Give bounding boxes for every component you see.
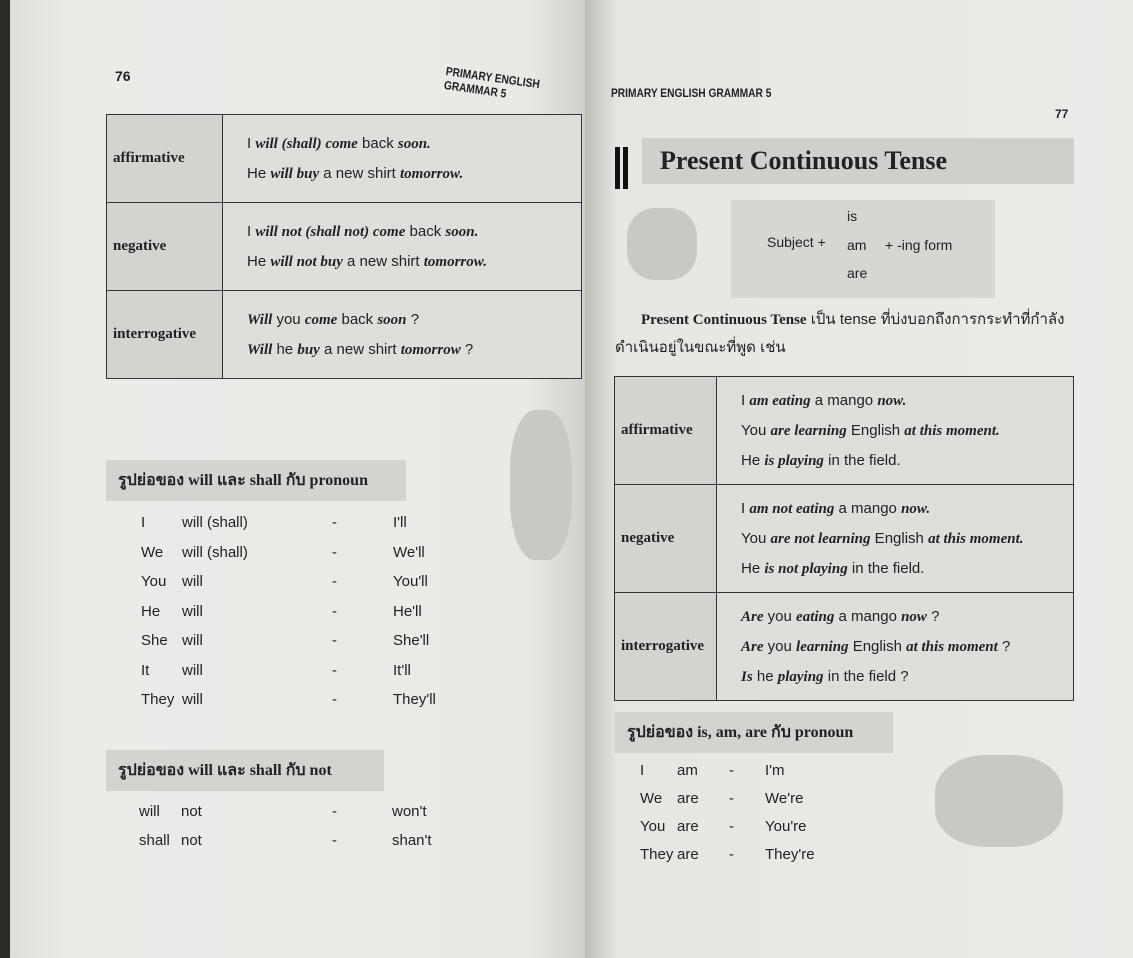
verb-phrase: will not (shall not) come <box>255 223 406 240</box>
boy-illustration <box>510 410 572 560</box>
row-label: negative <box>615 485 717 593</box>
contraction: You're <box>765 818 807 835</box>
verb: will <box>182 573 203 590</box>
verb-phrase: now <box>901 608 927 625</box>
verb-phrase: is playing <box>764 452 824 469</box>
verb-phrase: playing <box>777 668 824 685</box>
contraction: He'll <box>393 602 422 620</box>
verb-phrase: Will <box>247 341 273 358</box>
sentence-text: a new shirt <box>319 340 401 358</box>
pronoun: They <box>141 691 175 708</box>
dash: - <box>332 514 337 531</box>
verb-phrase: will (shall) come <box>255 135 358 152</box>
pronoun: You <box>141 573 167 590</box>
examples-cell <box>717 485 1074 593</box>
contraction: I'm <box>765 762 785 779</box>
sentence-text: he <box>272 340 298 358</box>
example-sentence <box>741 446 1049 476</box>
dash: - <box>332 632 337 649</box>
formula-subject: Subject + <box>767 234 826 250</box>
sentence-text: He <box>741 559 765 577</box>
will-shall-table <box>106 114 582 379</box>
contraction: shan't <box>392 832 432 849</box>
page-number: 76 <box>115 68 131 84</box>
example-sentence <box>741 632 1049 662</box>
sentence-text: He <box>247 252 271 270</box>
section-heading: รูปย่อของ is, am, are กับ pronoun <box>615 712 893 753</box>
section-heading: รูปย่อของ will และ shall กับ pronoun <box>106 460 406 501</box>
verb-phrase: soon <box>377 311 407 328</box>
verb-phrase: now. <box>877 392 907 409</box>
verb-phrase: will not buy <box>270 253 343 270</box>
sentence-text: in the field. <box>823 451 901 469</box>
examples-cell <box>223 115 582 203</box>
verb-phrase: will buy <box>270 165 320 182</box>
verb: are <box>677 790 699 807</box>
verb-phrase: eating <box>796 608 835 625</box>
sentence-text: a new shirt <box>342 252 424 270</box>
contraction: won't <box>392 803 427 820</box>
sentence-text: ? <box>406 310 420 328</box>
verb-phrase: Are <box>741 608 764 625</box>
dash: - <box>332 832 337 849</box>
example-sentence <box>247 305 557 335</box>
sentence-text: He <box>741 451 765 469</box>
example-sentence <box>741 554 1049 584</box>
dash: - <box>332 661 337 679</box>
sentence-text: I <box>247 134 256 152</box>
example-sentence <box>247 247 557 277</box>
verb-phrase: buy <box>297 341 320 358</box>
page-title: Present Continuous Tense <box>642 138 1074 184</box>
example-sentence <box>741 416 1049 446</box>
pronoun: will <box>139 803 160 820</box>
sentence-text: I <box>741 499 750 517</box>
example-sentence <box>741 386 1049 416</box>
examples-cell <box>717 377 1074 485</box>
sentence-text: a mango <box>834 499 902 517</box>
dash: - <box>332 573 337 590</box>
contraction: She'll <box>393 632 430 649</box>
page-number: 77 <box>1055 107 1069 121</box>
running-header: PRIMARY ENGLISH GRAMMAR 5 <box>443 64 541 101</box>
dash: - <box>729 818 734 835</box>
verb-phrase: Are <box>741 638 764 655</box>
row-label: affirmative <box>615 377 717 485</box>
sentence-text: a new shirt <box>319 164 400 182</box>
pronoun: We <box>141 543 164 561</box>
pronoun: You <box>640 818 666 835</box>
present-continuous-table <box>614 376 1074 701</box>
title-bar-mark <box>623 147 628 189</box>
verb: am <box>677 762 698 779</box>
verb: will (shall) <box>182 514 248 531</box>
row-label: affirmative <box>107 115 223 203</box>
verb-phrase: am not eating <box>749 500 835 517</box>
intro-text: เป็น tense ที่บ่งบอกถึงการกระทำที่กำลังดำเนินอยู่ในขณะที่พูด เช่น <box>615 311 1065 356</box>
verb: not <box>181 803 202 820</box>
contraction: We'll <box>393 543 425 561</box>
table-row <box>615 593 1074 701</box>
pronoun: It <box>141 661 150 679</box>
sentence-text: He <box>247 164 271 182</box>
dash: - <box>729 762 734 779</box>
verb-phrase: am eating <box>749 392 811 409</box>
verb-phrase: is not playing <box>764 560 848 577</box>
sentence-text: back <box>337 310 378 328</box>
pronoun: We <box>640 790 663 807</box>
sentence-text: he <box>752 667 778 685</box>
sentence-text: You <box>741 529 771 547</box>
dash: - <box>332 691 337 708</box>
verb: will <box>182 661 203 679</box>
verb-phrase: come <box>304 311 338 328</box>
formula-am: am <box>847 237 867 253</box>
title-bar-mark <box>615 147 620 189</box>
verb-phrase: tomorrow <box>400 341 461 358</box>
verb-phrase: soon. <box>397 135 431 152</box>
pronoun: She <box>141 632 168 649</box>
contraction: They're <box>765 846 815 863</box>
formula-suffix: + -ing form <box>885 237 953 253</box>
verb-phrase: now. <box>901 500 931 517</box>
example-sentence <box>247 335 557 365</box>
table-row <box>107 115 582 203</box>
verb: are <box>677 846 699 863</box>
section-heading: รูปย่อของ will และ shall กับ not <box>106 750 384 791</box>
dash: - <box>729 846 734 863</box>
examples-cell <box>223 291 582 379</box>
examples-cell <box>717 593 1074 701</box>
sentence-text: back <box>405 222 446 240</box>
pronoun: I <box>640 762 645 779</box>
verb-phrase: at this moment <box>906 638 998 655</box>
example-sentence <box>741 602 1049 632</box>
formula-is: is <box>847 208 858 224</box>
verb-phrase: tomorrow. <box>423 253 487 270</box>
examples-cell <box>223 203 582 291</box>
verb-phrase: Will <box>247 311 273 328</box>
sentence-text: a mango <box>810 391 878 409</box>
verb: will <box>182 691 203 708</box>
verb: will <box>182 632 203 649</box>
contraction: We're <box>765 790 804 807</box>
example-sentence <box>741 662 1049 692</box>
pronoun: I <box>141 514 146 531</box>
example-sentence <box>247 159 557 189</box>
table-row <box>107 203 582 291</box>
sentence-text: You <box>741 421 771 439</box>
sentence-text: I <box>741 391 750 409</box>
sentence-text: ? <box>460 340 474 358</box>
sentence-text: a mango <box>834 607 902 625</box>
row-label: interrogative <box>107 291 223 379</box>
sentence-text: you <box>272 310 305 328</box>
sentence-text: English <box>848 637 907 655</box>
intro-term: Present Continuous Tense <box>641 312 807 328</box>
verb-phrase: soon. <box>445 223 479 240</box>
verb: not <box>181 832 202 849</box>
pronoun: shall <box>139 832 170 849</box>
sentence-text: I <box>247 222 256 240</box>
penguins-illustration <box>627 208 697 280</box>
contraction: You'll <box>393 573 428 590</box>
example-sentence <box>741 494 1049 524</box>
sentence-text: in the field ? <box>823 667 909 685</box>
left-page <box>10 0 585 958</box>
running-header: PRIMARY ENGLISH GRAMMAR 5 <box>611 86 772 100</box>
contraction: They'll <box>393 691 436 708</box>
dash: - <box>332 543 337 561</box>
verb-phrase: at this moment. <box>904 422 1000 439</box>
example-sentence <box>247 217 557 247</box>
dash: - <box>332 602 337 620</box>
dash: - <box>332 803 337 820</box>
verb-phrase: learning <box>796 638 849 655</box>
example-sentence <box>741 524 1049 554</box>
intro-paragraph <box>615 306 1075 362</box>
right-page <box>585 0 1133 958</box>
formula-box <box>731 200 995 298</box>
example-sentence <box>247 129 557 159</box>
teddy-bear-illustration <box>935 755 1063 847</box>
sentence-text: you <box>763 637 797 655</box>
sentence-text: in the field. <box>847 559 925 577</box>
row-label: negative <box>107 203 223 291</box>
verb: are <box>677 818 699 835</box>
sentence-text: back <box>357 134 398 152</box>
table-row <box>615 485 1074 593</box>
verb-phrase: are learning <box>770 422 847 439</box>
sentence-text: ? <box>997 637 1011 655</box>
sentence-text: English <box>846 421 905 439</box>
sentence-text: English <box>870 529 929 547</box>
table-row <box>615 377 1074 485</box>
verb-phrase: are not learning <box>770 530 871 547</box>
formula-are: are <box>847 265 868 281</box>
table-row <box>107 291 582 379</box>
dash: - <box>729 790 734 807</box>
pronoun: They <box>640 846 674 863</box>
verb-phrase: tomorrow. <box>399 165 464 182</box>
verb: will <box>182 602 203 620</box>
sentence-text: you <box>763 607 797 625</box>
verb: will (shall) <box>182 543 248 561</box>
sentence-text: ? <box>926 607 940 625</box>
pronoun: He <box>141 602 161 620</box>
contraction: I'll <box>393 514 407 531</box>
row-label: interrogative <box>615 593 717 701</box>
contraction: It'll <box>393 661 411 679</box>
verb-phrase: Is <box>741 668 753 685</box>
verb-phrase: at this moment. <box>928 530 1024 547</box>
